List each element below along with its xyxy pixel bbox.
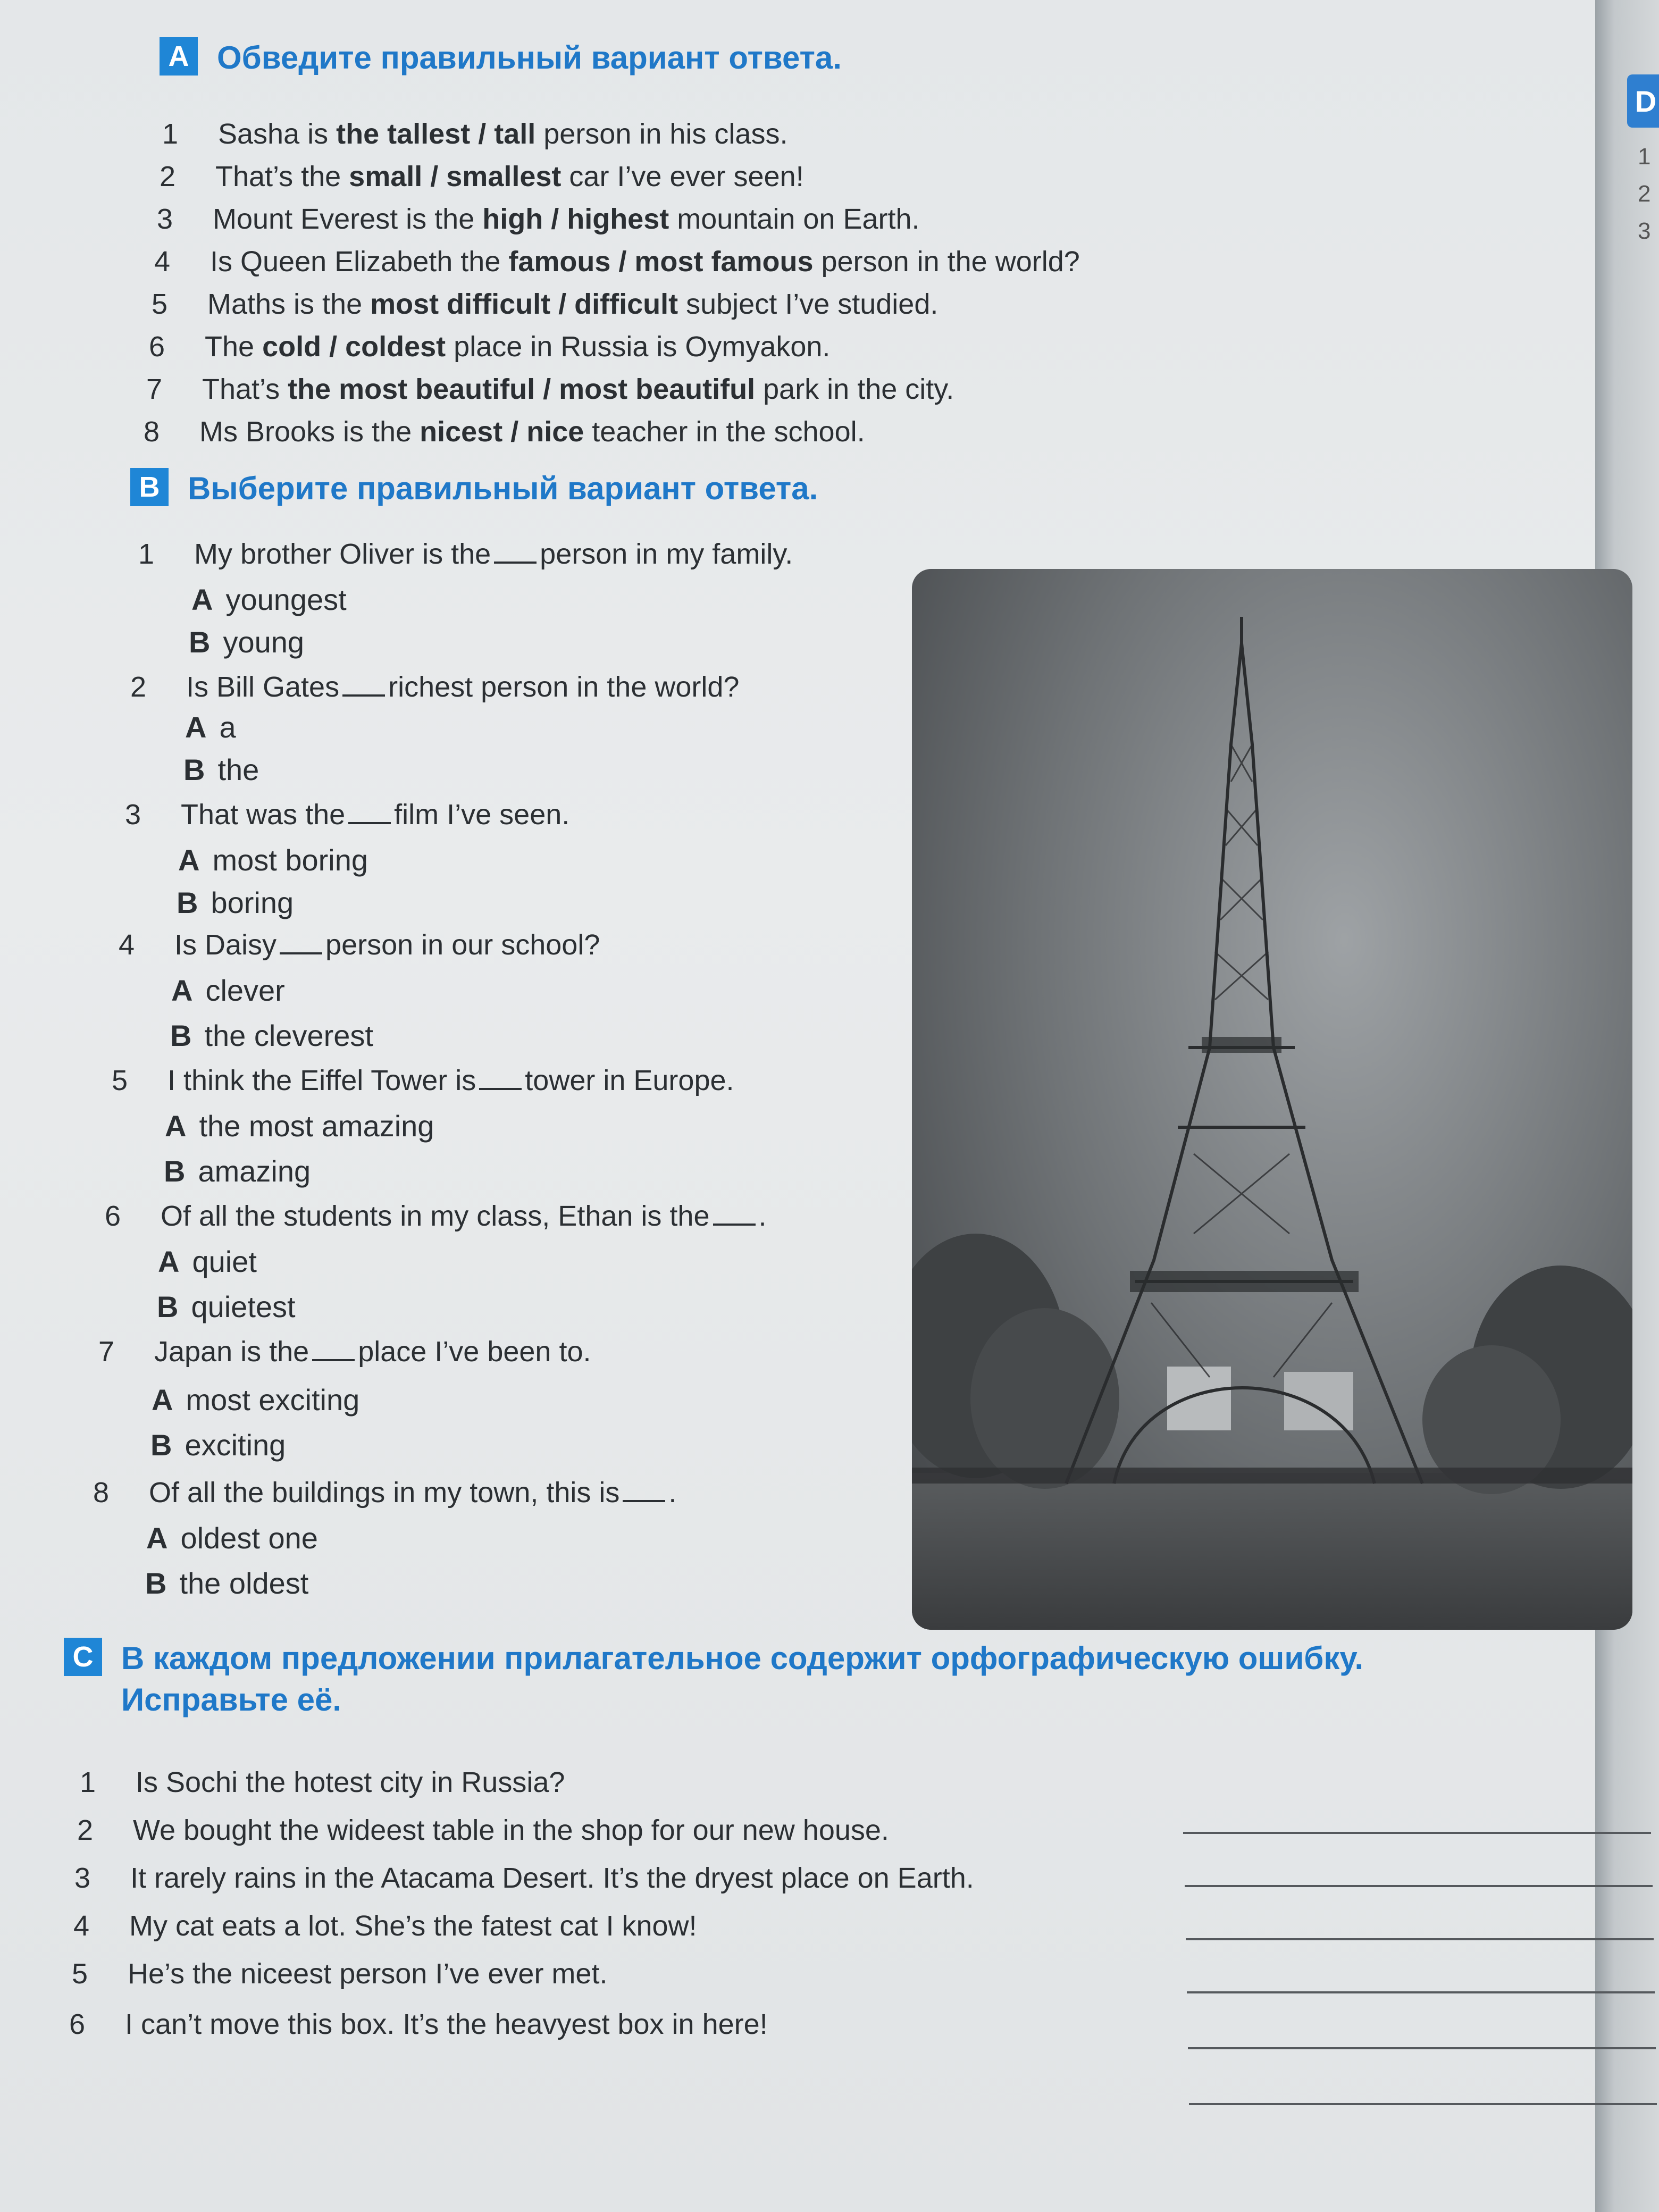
item-text: That’s	[202, 373, 288, 405]
item-text: person in his class.	[535, 118, 788, 150]
section-b-instruction: Выберите правильный вариант ответа.	[188, 471, 818, 506]
answer-blank	[494, 562, 537, 564]
option-one[interactable]: most difficult	[370, 288, 551, 320]
option-separator: /	[321, 331, 346, 363]
option-b[interactable]	[183, 752, 259, 787]
item-text: teacher in the school.	[584, 416, 865, 448]
answer-blank	[623, 1500, 665, 1502]
option-one[interactable]: nicest	[420, 416, 503, 448]
list-item	[151, 287, 939, 322]
question	[138, 537, 793, 572]
edge-number: 3	[1638, 218, 1651, 244]
option-label: quiet	[192, 1245, 257, 1278]
next-page-tab: D	[1627, 74, 1659, 128]
section-c-badge: C	[64, 1638, 102, 1676]
section-c-header	[64, 1638, 1363, 1721]
option-letter: A	[165, 1109, 187, 1143]
item-number: 6	[148, 331, 165, 363]
item-text: I can’t move this box. It’s the heavyest box in here!	[125, 2008, 768, 2040]
option-letter: B	[157, 1290, 179, 1323]
option-b[interactable]	[177, 885, 294, 920]
item-text: Ms Brooks is the	[199, 416, 420, 448]
item-number: 7	[146, 373, 163, 405]
question-number: 2	[130, 671, 147, 703]
option-one[interactable]: small	[349, 161, 423, 192]
option-one[interactable]: famous	[508, 246, 611, 278]
answer-line[interactable]	[1188, 2047, 1656, 2049]
option-separator: /	[502, 416, 527, 448]
answer-blank	[713, 1224, 756, 1226]
question-text: richest person in the world?	[388, 671, 740, 703]
option-letter: A	[178, 843, 200, 877]
section-a-header	[160, 37, 842, 79]
option-label: a	[219, 710, 236, 744]
list-item	[162, 117, 788, 152]
question-text: film I’ve seen.	[394, 799, 570, 831]
option-letter: A	[158, 1245, 180, 1278]
section-a-badge: A	[160, 37, 198, 76]
question-text: Of all the students in my class, Ethan is the	[161, 1200, 710, 1232]
item-text: We bought the wideest table in the shop for our new house.	[133, 1814, 889, 1846]
option-a[interactable]	[171, 973, 285, 1008]
item-number: 4	[154, 246, 171, 278]
item-number: 4	[73, 1910, 90, 1942]
question-text: tower in Europe.	[525, 1065, 734, 1096]
option-label: boring	[211, 886, 294, 919]
item-text: Sasha is	[218, 118, 337, 150]
item-number: 2	[77, 1814, 94, 1846]
option-label: young	[223, 625, 305, 659]
question-text: person in my family.	[540, 538, 793, 570]
question-number: 1	[138, 538, 155, 570]
option-a[interactable]	[165, 1109, 434, 1143]
question	[124, 798, 570, 832]
option-two[interactable]: most famous	[634, 246, 814, 278]
option-two[interactable]: coldest	[345, 331, 446, 363]
option-separator: /	[543, 203, 567, 235]
option-label: exciting	[185, 1428, 286, 1462]
eiffel-tower-photo	[912, 569, 1632, 1630]
list-item	[73, 1909, 697, 1943]
option-label: youngest	[225, 583, 347, 616]
question-text: I think the Eiffel Tower is	[167, 1065, 476, 1096]
item-text: The	[205, 331, 263, 363]
list-item	[79, 1765, 565, 1800]
option-separator: /	[422, 161, 447, 192]
option-separator: /	[470, 118, 495, 150]
option-a[interactable]	[146, 1521, 318, 1555]
answer-line[interactable]	[1187, 1991, 1655, 1993]
option-label: amazing	[198, 1154, 311, 1188]
option-two[interactable]: most beautiful	[559, 373, 756, 405]
item-text: place in Russia is Oymyakon.	[446, 331, 831, 363]
question	[104, 1199, 767, 1234]
item-number: 6	[69, 2008, 86, 2040]
section-c-instruction: В каждом предложении прилагательное содержит орфографическую ошибку.	[121, 1640, 1364, 1676]
question-number: 5	[111, 1065, 128, 1096]
question	[111, 1063, 734, 1098]
option-letter: A	[171, 974, 193, 1007]
question-number: 3	[124, 799, 141, 831]
section-a-instruction: Обведите правильный вариант ответа.	[217, 40, 842, 76]
item-text: Is Queen Elizabeth the	[210, 246, 509, 278]
option-two[interactable]: highest	[567, 203, 669, 235]
question	[98, 1335, 591, 1369]
option-a[interactable]	[178, 843, 368, 877]
option-b[interactable]	[145, 1566, 308, 1601]
option-a[interactable]	[191, 582, 347, 617]
option-letter: A	[146, 1521, 168, 1555]
option-letter: B	[177, 886, 198, 919]
edge-number: 1	[1638, 144, 1651, 170]
item-number: 3	[156, 203, 173, 235]
item-text: Maths is the	[207, 288, 371, 320]
option-a[interactable]	[158, 1244, 257, 1279]
option-b[interactable]	[164, 1154, 311, 1188]
question-text: Japan is the	[154, 1336, 309, 1368]
option-two[interactable]: nice	[526, 416, 584, 448]
question	[130, 670, 740, 705]
list-item	[154, 245, 1080, 279]
option-label: the most amazing	[199, 1109, 434, 1143]
option-a[interactable]	[185, 710, 236, 744]
list-item	[156, 202, 920, 237]
answer-blank	[280, 952, 322, 954]
option-label: the	[217, 753, 259, 786]
item-text: subject I’ve studied.	[678, 288, 939, 320]
eiffel-tower-illustration	[912, 569, 1632, 1630]
item-text: Is Sochi the hotest city in Russia?	[136, 1766, 565, 1798]
option-letter: B	[170, 1019, 192, 1052]
answer-line[interactable]	[1185, 1885, 1653, 1887]
option-label: most exciting	[186, 1383, 360, 1417]
item-number: 1	[162, 118, 179, 150]
option-label: clever	[205, 974, 285, 1007]
list-item	[143, 415, 865, 449]
option-b[interactable]	[189, 625, 304, 659]
item-text: mountain on Earth.	[669, 203, 920, 235]
answer-blank	[312, 1359, 355, 1361]
question-number: 8	[93, 1477, 110, 1509]
question-number: 7	[98, 1336, 115, 1368]
option-separator: /	[610, 246, 635, 278]
option-two[interactable]: tall	[494, 118, 536, 150]
option-letter: A	[185, 710, 207, 744]
answer-line[interactable]	[1183, 1832, 1651, 1834]
question	[118, 928, 600, 962]
option-label: quietest	[191, 1290, 296, 1323]
list-item	[159, 160, 804, 194]
item-number: 2	[159, 161, 176, 192]
option-letter: B	[145, 1566, 167, 1600]
answer-blank	[479, 1088, 522, 1090]
item-text: park in the city.	[755, 373, 954, 405]
question-text: .	[758, 1200, 767, 1232]
list-item	[77, 1813, 889, 1848]
option-label: most boring	[212, 843, 368, 877]
section-b-header	[130, 468, 818, 509]
list-item	[69, 2007, 768, 2042]
option-separator: /	[535, 373, 559, 405]
question-text: person in our school?	[325, 929, 600, 961]
option-a[interactable]	[152, 1382, 359, 1417]
item-number: 8	[143, 416, 160, 448]
list-item	[71, 1957, 608, 1991]
option-b[interactable]	[170, 1018, 373, 1053]
option-two[interactable]: smallest	[446, 161, 562, 192]
option-separator: /	[550, 288, 575, 320]
option-letter: B	[150, 1428, 172, 1462]
question-text: That was the	[181, 799, 346, 831]
option-one[interactable]: the most beautiful	[288, 373, 535, 405]
option-label: the cleverest	[204, 1019, 373, 1052]
item-text: That’s the	[215, 161, 349, 192]
list-item	[148, 330, 831, 364]
item-number: 1	[79, 1766, 96, 1798]
option-b[interactable]	[150, 1428, 286, 1462]
option-letter: B	[183, 753, 205, 786]
question-text: Of all the buildings in my town, this is	[149, 1477, 620, 1509]
option-one[interactable]: the tallest	[336, 118, 471, 150]
item-text: person in the world?	[813, 246, 1080, 278]
option-letter: A	[191, 583, 213, 616]
question-text: Is Daisy	[174, 929, 277, 961]
item-number: 5	[151, 288, 168, 320]
option-b[interactable]	[157, 1289, 296, 1324]
list-item	[146, 372, 954, 407]
answer-blank	[348, 822, 391, 824]
question-number: 4	[118, 929, 135, 961]
option-two[interactable]: difficult	[574, 288, 678, 320]
item-text: Mount Everest is the	[213, 203, 483, 235]
option-one[interactable]: high	[482, 203, 543, 235]
section-c-instruction-line2: Исправьте её.	[121, 1682, 342, 1717]
item-text: My cat eats a lot. She’s the fatest cat I know!	[129, 1910, 697, 1942]
option-one[interactable]: cold	[262, 331, 322, 363]
list-item	[74, 1861, 974, 1896]
option-label: the oldest	[179, 1566, 309, 1600]
item-text: car I’ve ever seen!	[561, 161, 804, 192]
item-number: 3	[74, 1862, 91, 1894]
option-label: oldest one	[180, 1521, 318, 1555]
answer-blank	[342, 694, 385, 697]
option-letter: A	[152, 1383, 173, 1417]
answer-line[interactable]	[1189, 2103, 1657, 2105]
question-number: 6	[104, 1200, 121, 1232]
question-text: .	[668, 1477, 677, 1509]
section-b-badge: B	[130, 468, 169, 506]
edge-number: 2	[1638, 181, 1651, 207]
question-text: place I’ve been to.	[358, 1336, 591, 1368]
question-text: Is Bill Gates	[186, 671, 340, 703]
answer-line[interactable]	[1186, 1938, 1654, 1940]
item-text: It rarely rains in the Atacama Desert. It’s the dryest place on Earth.	[130, 1862, 974, 1894]
option-letter: B	[189, 625, 211, 659]
question-text: My brother Oliver is the	[194, 538, 491, 570]
item-number: 5	[71, 1958, 88, 1990]
question	[93, 1476, 677, 1510]
option-letter: B	[164, 1154, 186, 1188]
item-text: He’s the niceest person I’ve ever met.	[128, 1958, 608, 1990]
